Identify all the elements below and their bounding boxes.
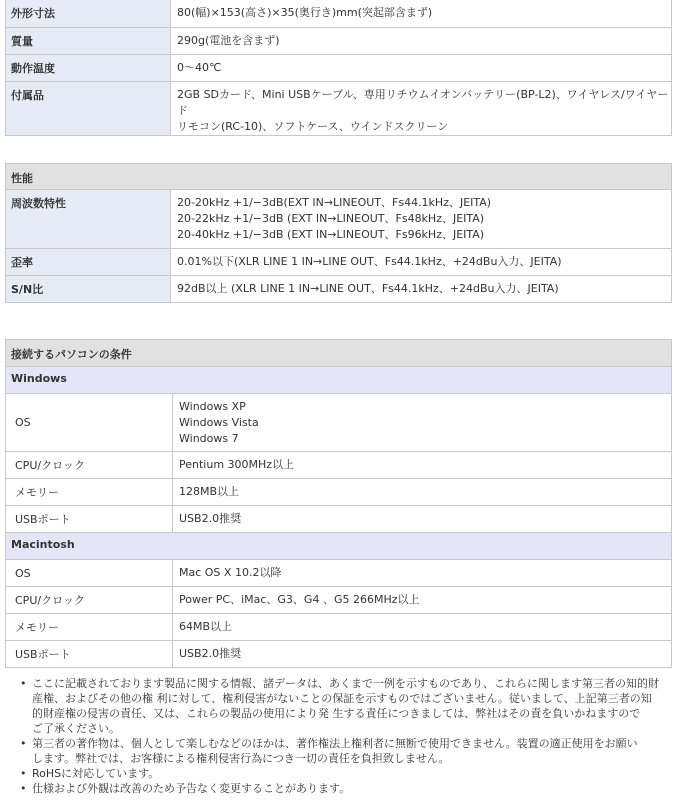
pc-label: CPU/クロック bbox=[6, 587, 173, 614]
note-line: 的財産権の侵害の責任、又は、これらの製品の使用により発 生する責任につきましては、弊社はその責を負いかねますので bbox=[32, 707, 641, 720]
note-line: 産権、およびその他の権 利に対して、権利侵害がないことの保証を示すものではございません。従いまして、上記第三者の知 bbox=[32, 692, 652, 705]
note-line: • 仕様および外観は改善のため予告なく変更することがあります。 bbox=[32, 782, 351, 795]
spec-value-line: 92dB以上 (XLR LINE 1 IN→LINE OUT、Fs44.1kHz、+24dBu入力、JEITA) bbox=[177, 282, 559, 295]
pc-value: Mac OS X 10.2以降 bbox=[173, 560, 672, 587]
note-item bbox=[20, 766, 673, 781]
section-title: 性能 bbox=[6, 164, 672, 190]
spec-row-frequency bbox=[6, 190, 672, 249]
os-title: Windows bbox=[6, 367, 672, 394]
spec-value-line: 80(幅)×153(高さ)×35(奥行き)mm(突起部含まず) bbox=[177, 6, 433, 19]
note-line: • ここに記載されております製品に関する情報、諸データは、あくまで一例を示すものであり、これらに関します第三者の知的財 bbox=[32, 677, 659, 690]
spec-label: 動作温度 bbox=[6, 55, 171, 82]
note-item bbox=[20, 781, 673, 796]
pc-value: Power PC、iMac、G3、G4 、G5 266MHz以上 bbox=[173, 587, 672, 614]
pc-label: CPU/クロック bbox=[6, 452, 173, 479]
spec-value-line: 20-20kHz +1/−3dB(EXT IN→LINEOUT、Fs44.1kHz、JEITA) bbox=[177, 196, 492, 209]
pc-label: メモリー bbox=[6, 614, 173, 641]
pc-value-line: Windows 7 bbox=[179, 431, 239, 445]
note-line: します。弊社では、お客様による権利侵害行為につき一切の責任を負担致しません。 bbox=[32, 752, 450, 765]
spec-value bbox=[171, 276, 672, 303]
section-title: 接続するパソコンの条件 bbox=[6, 340, 672, 367]
spec-row-snr bbox=[6, 276, 672, 303]
section-header bbox=[6, 340, 672, 367]
pc-value: USB2.0推奨 bbox=[173, 641, 672, 668]
pc-label: メモリー bbox=[6, 479, 173, 506]
spec-value bbox=[171, 55, 672, 82]
pc-value-line: Windows XP bbox=[179, 399, 246, 413]
os-title: Macintosh bbox=[6, 533, 672, 560]
spec-label: 質量 bbox=[6, 28, 171, 55]
pc-row-usb bbox=[6, 641, 672, 668]
spec-value-line: 20-40kHz +1/−3dB (EXT IN→LINEOUT、Fs96kHz、JEITA) bbox=[177, 228, 485, 241]
spec-row-accessories bbox=[6, 82, 672, 136]
spec-value bbox=[171, 190, 672, 249]
pc-requirements-table bbox=[5, 339, 672, 668]
spec-row-distortion bbox=[6, 249, 672, 276]
spec-row-dimensions bbox=[6, 0, 672, 28]
pc-value: USB2.0推奨 bbox=[173, 506, 672, 533]
section-header bbox=[6, 164, 672, 190]
pc-row-cpu bbox=[6, 587, 672, 614]
spec-value bbox=[171, 0, 672, 28]
spec-value-line: リモコン(RC-10)、ソフトケース、ウインドスクリーン bbox=[177, 120, 449, 133]
note-item bbox=[20, 676, 673, 736]
pc-label: USBポート bbox=[6, 641, 173, 668]
notes-list bbox=[0, 676, 673, 796]
pc-label: USBポート bbox=[6, 506, 173, 533]
spec-table-performance bbox=[5, 163, 672, 303]
spec-value-line: 290g(電池を含まず) bbox=[177, 34, 280, 47]
pc-value: Pentium 300MHz以上 bbox=[173, 452, 672, 479]
spec-value bbox=[171, 82, 672, 136]
pc-row-os bbox=[6, 394, 672, 452]
os-header-windows bbox=[6, 367, 672, 394]
note-item bbox=[20, 736, 673, 766]
spec-row-temperature bbox=[6, 55, 672, 82]
note-line: • RoHSに対応しています。 bbox=[32, 767, 160, 780]
pc-row-memory bbox=[6, 479, 672, 506]
pc-row-memory bbox=[6, 614, 672, 641]
pc-value bbox=[173, 394, 672, 452]
spec-value-line: 2GB SDカード、Mini USBケーブル、専用リチウムイオンバッテリー(BP-L2)、ワイヤレス/ワイヤード bbox=[177, 88, 669, 117]
spec-label: 歪率 bbox=[6, 249, 171, 276]
spec-label: 周波数特性 bbox=[6, 190, 171, 249]
pc-row-usb bbox=[6, 506, 672, 533]
spec-label: S/N比 bbox=[6, 276, 171, 303]
spec-value bbox=[171, 28, 672, 55]
spec-value-line: 20-22kHz +1/−3dB (EXT IN→LINEOUT、Fs48kHz、JEITA) bbox=[177, 212, 485, 225]
pc-label: OS bbox=[6, 394, 173, 452]
spec-value bbox=[171, 249, 672, 276]
pc-label: OS bbox=[6, 560, 173, 587]
os-header-macintosh bbox=[6, 533, 672, 560]
spec-value-line: 0.01%以下(XLR LINE 1 IN→LINE OUT、Fs44.1kHz、+24dBu入力、JEITA) bbox=[177, 255, 562, 268]
pc-row-os bbox=[6, 560, 672, 587]
spec-table-general bbox=[5, 0, 672, 136]
spec-label: 付属品 bbox=[6, 82, 171, 136]
spec-value-line: 0〜40℃ bbox=[177, 61, 222, 74]
note-line: • 第三者の著作物は、個人として楽しむなどのほかは、著作権法上権利者に無断で使用できません。装置の適正使用をお願い bbox=[32, 737, 638, 750]
pc-value-line: Windows Vista bbox=[179, 415, 259, 429]
note-line: ご了承ください。 bbox=[32, 722, 120, 735]
pc-row-cpu bbox=[6, 452, 672, 479]
spec-row-weight bbox=[6, 28, 672, 55]
pc-value: 64MB以上 bbox=[173, 614, 672, 641]
pc-value: 128MB以上 bbox=[173, 479, 672, 506]
spec-label: 外形寸法 bbox=[6, 0, 171, 28]
